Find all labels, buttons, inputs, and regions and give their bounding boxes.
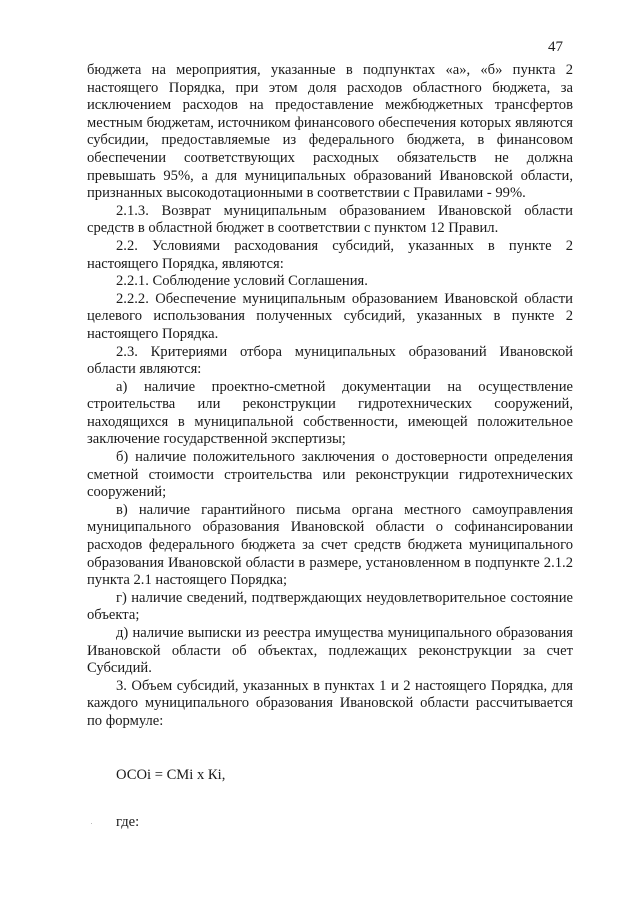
paragraph-2-2-1: 2.2.1. Соблюдение условий Соглашения. bbox=[116, 273, 368, 290]
formula: ОСОi = СМi x Кi, bbox=[116, 766, 226, 783]
page-number: 47 bbox=[548, 39, 563, 55]
paragraph-2-3: 2.3. Критериями отбора муниципальных образований Ивановской области являются: bbox=[87, 343, 573, 378]
list-item-b: б) наличие положительного заключения о достоверности определения сметной стоимости строительства или реконструкции гидротехнических сооружений; bbox=[87, 449, 573, 501]
list-item-d: д) наличие выписки из реестра имущества муниципального образования Ивановской области об объектах, подлежащих реконструкции за счет Субсидий. bbox=[87, 625, 573, 677]
list-item-a: а) наличие проектно-сметной документации на осуществление строительства или реконструкции гидротехнических сооружений, находящихся в муниципальной собственности, имеющей положительное заключение государственной экспертизы; bbox=[87, 378, 573, 448]
paragraph-2-1-3: 2.1.3. Возврат муниципальным образованием Ивановской области средств в областной бюджет в соответствии с пунктом 12 Правил. bbox=[87, 202, 573, 237]
list-item-v: в) наличие гарантийного письма органа местного самоуправления муниципального образования Ивановской области о софинансировании расходов федерального бюджета за счет средств бюджета муниципального образования Ивановской области в размере, установленном в подпункте 2.1.2 пункта 2.1 настоящего Порядка; bbox=[87, 501, 573, 589]
paragraph-2-2: 2.2. Условиями расходования субсидий, указанных в пункте 2 настоящего Порядка, являются: bbox=[87, 237, 573, 272]
paragraph-continuation: бюджета на мероприятия, указанные в подпунктах «а», «б» пункта 2 настоящего Порядка, при этом доля расходов областного бюджета, за исключением расходов на предоставление межбюджетных трансфертов местным бюджетам, источником финансового обеспечения которых являются субсидии, предоставляемые из федерального бюджета, в финансовом обеспечении соответствующих расходных обязательств не должна превышать 95%, а для муниципальных образований Ивановской области, признанных высокодотационными в соответствии с Правилами - 99%. bbox=[87, 62, 573, 202]
scan-speck bbox=[91, 823, 92, 824]
where-label: где: bbox=[116, 814, 140, 831]
paragraph-2-2-2: 2.2.2. Обеспечение муниципальным образованием Ивановской области целевого использования полученных субсидий, указанных в пункте 2 настоящего Порядка. bbox=[87, 290, 573, 342]
document-body bbox=[87, 62, 573, 832]
list-item-g: г) наличие сведений, подтверждающих неудовлетворительное состояние объекта; bbox=[87, 589, 573, 624]
paragraph-3: 3. Объем субсидий, указанных в пунктах 1 и 2 настоящего Порядка, для каждого муниципального образования Ивановской области рассчитывается по формуле: bbox=[87, 677, 573, 729]
